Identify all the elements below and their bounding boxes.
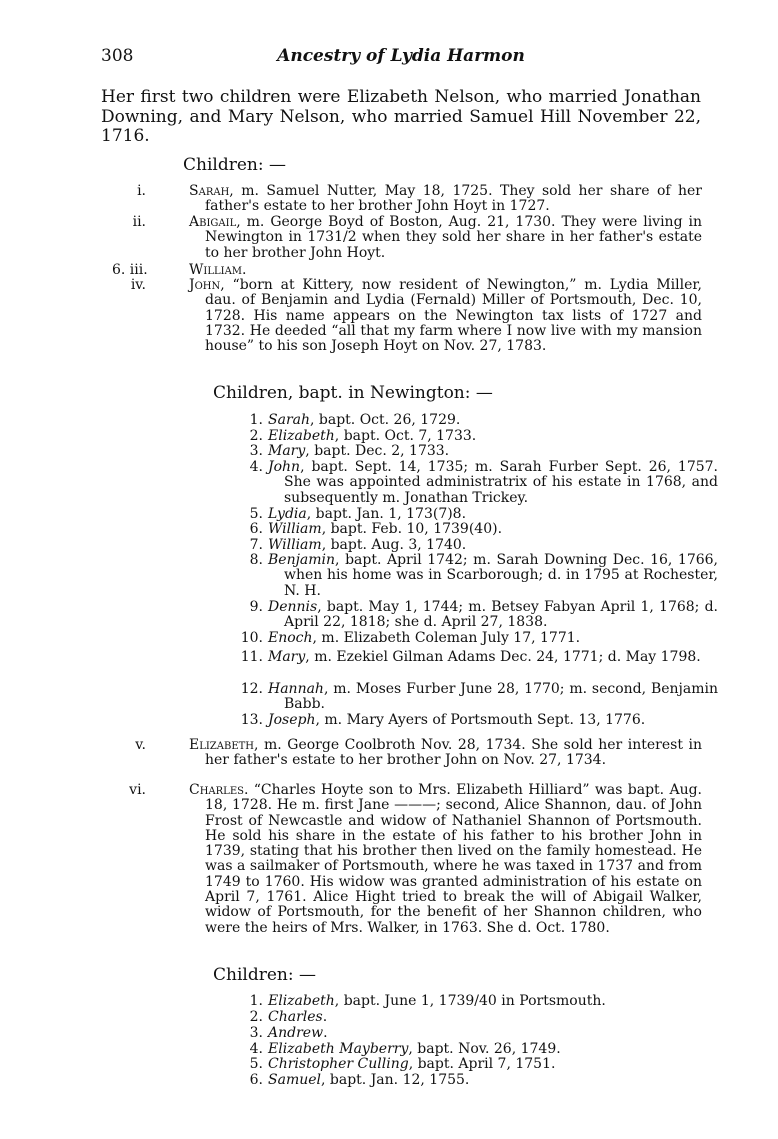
entry-body xyxy=(189,783,702,936)
entry-body xyxy=(189,215,702,261)
grandchild-text: , bapt. Feb. 10, 1739(40). xyxy=(321,521,503,537)
grandchild-text-wrap xyxy=(268,650,718,665)
child-entry xyxy=(100,278,702,374)
grandchild-text: , m. Ezekiel Gilman Adams Dec. 24, 1771; d. May 1798. xyxy=(305,649,701,665)
grandchild-text: , m. Elizabeth Coleman July 17, 1771. xyxy=(312,630,581,646)
entry-body xyxy=(189,278,702,354)
grandchild-name: Enoch xyxy=(268,630,313,646)
grandchild-name: Mary xyxy=(268,649,306,665)
entry-body xyxy=(189,263,702,278)
grandchild-name: Christopher Culling xyxy=(268,1056,409,1072)
grandchild-number: 10. xyxy=(240,630,263,646)
grandchild-text-wrap xyxy=(268,1042,718,1057)
grandchild-text-wrap xyxy=(268,553,718,599)
grandchild-text-wrap xyxy=(268,713,718,728)
entry-text: , m. George Coolbroth Nov. 28, 1734. She sold her interest in her father's estate to her brother John on Nov. 27, 1734. xyxy=(205,737,702,769)
grandchild-text: , bapt. Aug. 3, 1740. xyxy=(321,537,467,553)
grandchild-text-wrap xyxy=(268,682,718,713)
running-head xyxy=(101,46,701,70)
grandchild-text: . xyxy=(323,1025,328,1041)
grandchild-number: 5. xyxy=(249,506,263,522)
grandchild-name: Benjamin xyxy=(268,552,336,568)
grandchild-name: Hannah xyxy=(268,681,324,697)
grandchild-text: , bapt. May 1, 1744; m. Betsey Fabyan April 1, 1768; d. April 22, 1818; she d. April 27, 1838. xyxy=(284,599,718,631)
grandchild-name: Lydia xyxy=(268,506,307,522)
grandchild-name: John xyxy=(268,459,301,475)
grandchild-number: 4. xyxy=(249,459,263,475)
grandchild-text: , bapt. Oct. 7, 1733. xyxy=(334,428,477,444)
entry-number: vi. xyxy=(129,782,146,798)
entry-body xyxy=(189,738,702,769)
grandchild-text: , bapt. Jan. 12, 1755. xyxy=(321,1072,470,1088)
grandchild-name: Elizabeth Mayberry xyxy=(268,1041,409,1057)
children-heading: Children: — xyxy=(183,155,286,175)
entry-body xyxy=(189,184,702,215)
entry-text: , m. George Boyd of Boston, Aug. 21, 1730. They were living in Newington in 1731/2 when they sold her share in her father's estate to her brother John Hoyt. xyxy=(205,214,702,261)
grandchild-name: Charles xyxy=(268,1009,323,1025)
entry-name: Elizabeth xyxy=(189,737,255,753)
grandchild-number: 3. xyxy=(249,443,263,459)
grandchild-text: . xyxy=(322,1009,328,1025)
grandchild-name: Elizabeth xyxy=(268,428,335,444)
grandchild-number: 2. xyxy=(249,428,263,444)
child-entry xyxy=(100,184,702,216)
entry-text: . xyxy=(242,262,247,278)
grandchild-text: , bapt. June 1, 1739/40 in Portsmouth. xyxy=(334,993,606,1009)
grandchild-text-wrap xyxy=(268,538,718,553)
grandchild-text: , bapt. Sept. 14, 1735; m. Sarah Furber Sept. 26, 1757. She was appointed administratrix of his estate in 1768, and subsequently m. Jonathan Trickey. xyxy=(284,459,718,506)
entry-number: iv. xyxy=(130,277,146,293)
child-entry xyxy=(100,738,702,786)
grandchild-name: Sarah xyxy=(268,412,310,428)
entry-name: Sarah xyxy=(189,183,230,199)
grandchild-text: , m. Mary Ayers of Portsmouth Sept. 13, 1776. xyxy=(315,712,646,728)
grandchild-number: 9. xyxy=(249,599,263,615)
grandchild-text: , bapt. Oct. 26, 1729. xyxy=(310,412,461,428)
page-number: 308 xyxy=(101,46,134,66)
grandchild-number: 6. xyxy=(249,1072,263,1088)
running-title: Ancestry of Lydia Harmon xyxy=(277,46,525,66)
grandchild-number: 13. xyxy=(240,712,263,728)
grandchild-name: William xyxy=(268,521,322,537)
grandchild-text-wrap xyxy=(268,600,718,631)
entry-name: John xyxy=(189,277,221,293)
grandchild-name: Elizabeth xyxy=(268,993,335,1009)
entry-text: , m. Samuel Nutter, May 18, 1725. They sold her share of her father's estate to her brother John Hoyt in 1727. xyxy=(205,183,702,215)
grandchild-number: 6. xyxy=(249,521,263,537)
child-entry xyxy=(100,783,702,958)
grandchild-number: 1. xyxy=(249,412,263,428)
grandchild-text-wrap xyxy=(268,444,718,459)
child-entry xyxy=(100,215,702,263)
grandchild-number: 2. xyxy=(249,1009,263,1025)
grandchild-number: 1. xyxy=(249,993,263,1009)
grandchild-number: 11. xyxy=(240,649,263,665)
grandchild-text-wrap xyxy=(268,1057,718,1072)
entry-name: Abigail xyxy=(189,214,237,230)
grandchild-text: , bapt. April 7, 1751. xyxy=(408,1056,556,1072)
john-children-heading: Children, bapt. in Newington: — xyxy=(213,383,493,403)
entry-text: , “born at Kittery, now resident of Newington,” m. Lydia Miller, dau. of Benjamin and Lydia (Fernald) Miller of Portsmouth, Dec. 10, 1728. His name appears on the Newington tax lists of 1727 and 1732. He deeded “all that my farm where I now live with my mansion house” to his son Joseph Hoyt on Nov. 27, 1783. xyxy=(205,277,702,355)
entry-text: . “Charles Hoyte son to Mrs. Elizabeth Hilliard” was bapt. Aug. 18, 1728. He m. first Jane ———; second, Alice Shannon, dau. of John Frost of Newcastle and widow of Nathaniel Shannon of Portsmouth. He sold his share in the estate of his father to his brother John in 1739, stating that his brother then lived on the family homestead. He was a sailmaker of Portsmouth, where he was taxed in 1737 and from 1749 to 1760. His widow was granted administration of his estate on April 7, 1761. Alice Hight tried to break the will of Abigail Walker, widow of Portsmouth, for the benefit of her Shannon children, who were the heirs of Mrs. Walker, in 1763. She d. Oct. 1780. xyxy=(205,782,702,936)
grandchild-number: 7. xyxy=(249,537,263,553)
entry-name: William xyxy=(189,262,243,278)
grandchild-name: Mary xyxy=(268,443,306,459)
entry-name: Charles xyxy=(189,782,244,798)
grandchild-number: 5. xyxy=(249,1056,263,1072)
grandchild-text-wrap xyxy=(268,1026,718,1041)
grandchild-name: William xyxy=(268,537,322,553)
grandchild-name: Andrew xyxy=(268,1025,324,1041)
grandchild-number: 8. xyxy=(249,552,263,568)
entry-number: i. xyxy=(137,183,146,199)
grandchild-text-wrap xyxy=(268,413,718,428)
entry-number: 6. iii. xyxy=(112,262,148,278)
grandchild-text: , bapt. Nov. 26, 1749. xyxy=(408,1041,561,1057)
charles-children-heading: Children: — xyxy=(213,965,316,985)
grandchild-text: , bapt. April 1742; m. Sarah Downing Dec. 16, 1766, when his home was in Scarborough; d. in 1795 at Rochester, N. H. xyxy=(284,552,718,599)
entry-number: ii. xyxy=(132,214,146,230)
grandchild-text-wrap xyxy=(268,522,718,537)
grandchild-name: Samuel xyxy=(268,1072,321,1088)
grandchild-text-wrap xyxy=(268,1073,718,1088)
grandchild-text-wrap xyxy=(268,994,718,1009)
grandchild-text: , bapt. Jan. 1, 173(7)8. xyxy=(306,506,467,522)
grandchild-text: , m. Moses Furber June 28, 1770; m. second, Benjamin Babb. xyxy=(284,681,718,713)
grandchild-name: Dennis xyxy=(268,599,318,615)
grandchild-number: 4. xyxy=(249,1041,263,1057)
grandchild-text-wrap xyxy=(268,1010,718,1025)
grandchild-name: Joseph xyxy=(268,712,316,728)
grandchild-number: 12. xyxy=(240,681,263,697)
entry-number: v. xyxy=(135,737,146,753)
grandchild-number: 3. xyxy=(249,1025,263,1041)
grandchild-text-wrap xyxy=(268,507,718,522)
grandchild-text-wrap xyxy=(268,460,718,506)
intro-paragraph: Her first two children were Elizabeth Nelson, who married Jonathan Downing, and Mary Nelson, who married Samuel Hill November 22, 1716. xyxy=(101,87,701,146)
grandchild-text-wrap xyxy=(268,429,718,444)
grandchild-text: , bapt. Dec. 2, 1733. xyxy=(305,443,450,459)
grandchild-text-wrap xyxy=(268,631,718,646)
